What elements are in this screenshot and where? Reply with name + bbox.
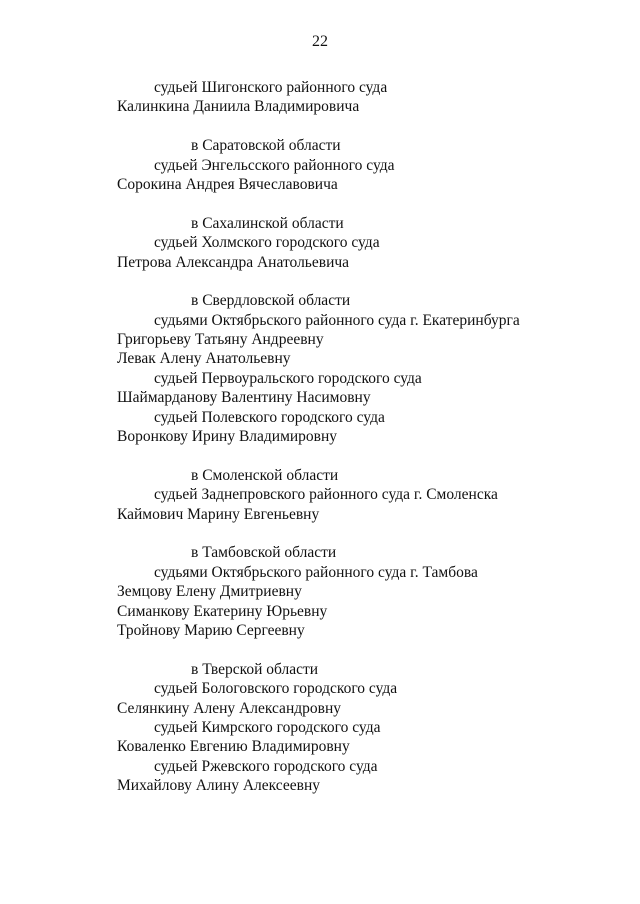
court-line: судьей Шигонского районного суда — [154, 79, 388, 96]
spacer — [0, 194, 640, 213]
judge-name-line: Селянкину Алену Александровну — [117, 699, 341, 717]
spacer — [0, 524, 640, 543]
region-heading: в Тамбовской области — [191, 544, 337, 562]
court-line: судьей Первоуральского городского суда — [154, 369, 422, 387]
region-heading: в Сахалинской области — [191, 214, 344, 232]
judge-name-line: Григорьеву Татьяну Андреевну — [117, 331, 324, 349]
page-number: 22 — [312, 33, 328, 50]
court-line: судьей Энгельсского районного суда — [154, 156, 395, 174]
region-heading: в Саратовской области — [191, 137, 341, 155]
judge-name-line: Каймович Марину Евгеньевну — [117, 505, 320, 523]
judge-name-line: Коваленко Евгению Владимировну — [117, 738, 350, 756]
judge-name-line: Воронкову Ирину Владимировну — [117, 428, 338, 446]
judge-name-line: Калинкина Даниила Владимировича — [117, 98, 360, 116]
region-heading: в Смоленской области — [191, 466, 339, 484]
judge-name-line: Петрова Александра Анатольевича — [117, 253, 350, 271]
judge-name-line: Левак Алену Анатольевну — [117, 350, 291, 368]
court-line: судьей Полевского городского суда — [154, 408, 385, 426]
spacer — [0, 117, 640, 136]
spacer — [0, 272, 640, 291]
judge-name-line: Земцову Елену Дмитриевну — [117, 583, 302, 601]
spacer — [0, 640, 640, 659]
court-line: судьей Ржевского городского суда — [154, 757, 378, 775]
judge-name-line: Михайлову Алину Алексеевну — [117, 777, 320, 795]
court-line: судьей Кимрского городского суда — [154, 718, 381, 736]
court-line: судьями Октябрьского районного суда г. Екатеринбурга — [154, 311, 520, 329]
court-line: судьей Бологовского городского суда — [154, 680, 398, 698]
spacer — [0, 446, 640, 465]
region-heading: в Тверской области — [191, 660, 319, 678]
court-line: судьей Холмского городского суда — [154, 234, 380, 252]
region-heading: в Свердловской области — [191, 292, 351, 310]
court-line: судьями Октябрьского районного суда г. Тамбова — [154, 563, 478, 581]
judge-name-line: Симанкову Екатерину Юрьевну — [117, 602, 328, 620]
judge-name-line: Сорокина Андрея Вячеславовича — [117, 175, 338, 193]
court-line: судьей Заднепровского районного суда г. Смоленска — [154, 486, 498, 504]
judge-name-line: Тройнову Марию Сергеевну — [117, 621, 305, 639]
judge-name-line: Шаймарданову Валентину Насимовну — [117, 389, 371, 407]
appointment-list — [0, 78, 640, 795]
